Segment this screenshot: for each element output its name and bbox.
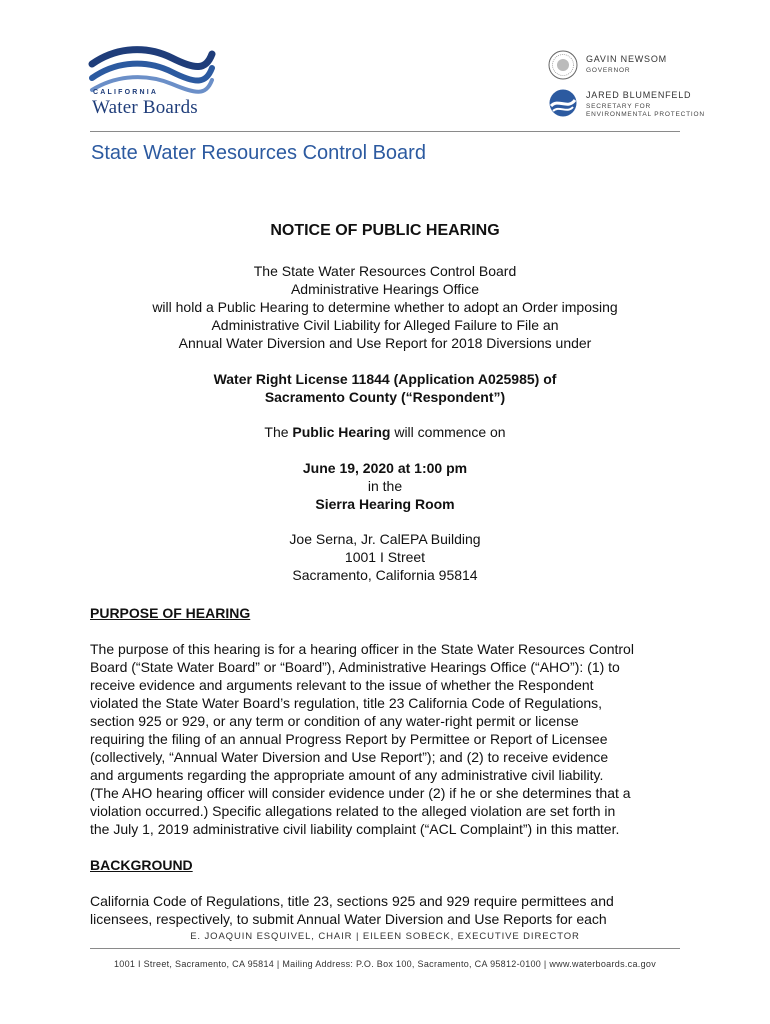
license-block bbox=[90, 370, 680, 406]
background-paragraph bbox=[90, 892, 682, 928]
footer-address: 1001 I Street, Sacramento, CA 95814 | Mailing Address: P.O. Box 100, Sacramento, CA 95812-0100 | www.waterboards.ca.gov bbox=[114, 959, 656, 969]
hearing-room: Sierra Hearing Room bbox=[315, 496, 455, 512]
governor-title: GOVERNOR bbox=[586, 67, 631, 74]
paragraph-line: receive evidence and arguments relevant to the issue of whether the Respondent bbox=[90, 677, 594, 693]
paragraph-line: California Code of Regulations, title 23, sections 925 and 929 require permittees and bbox=[90, 893, 614, 909]
footer-divider bbox=[90, 948, 680, 949]
commence-suffix: will commence on bbox=[390, 424, 506, 440]
secretary-title-line-2: ENVIRONMENTAL PROTECTION bbox=[586, 111, 705, 118]
paragraph-line: requiring the filing of an annual Progress Report by Permittee or Report of Licensee bbox=[90, 731, 608, 747]
address-line: 1001 I Street bbox=[344, 549, 426, 565]
board-name: State Water Resources Control Board bbox=[91, 142, 426, 164]
logo-state-text: CALIFORNIA bbox=[93, 89, 159, 96]
purpose-paragraph bbox=[90, 640, 682, 838]
hearing-address bbox=[90, 530, 680, 584]
paragraph-line: The purpose of this hearing is for a hearing officer in the State Water Resources Control bbox=[90, 641, 634, 657]
paragraph-line: section 925 or 929, or any term or condition of any water-right permit or license bbox=[90, 713, 579, 729]
address-line: Joe Serna, Jr. CalEPA Building bbox=[289, 531, 481, 547]
state-seal-icon bbox=[548, 50, 578, 80]
respondent-line: Sacramento County (“Respondent”) bbox=[264, 389, 506, 405]
paragraph-line: (collectively, “Annual Water Diversion and Use Report”); and (2) to receive evidence bbox=[90, 749, 609, 765]
commence-prefix: The bbox=[264, 424, 293, 440]
secretary-name: JARED BLUMENFELD bbox=[586, 90, 692, 100]
paragraph-line: violation occurred.) Specific allegations related to the alleged violation are set forth in bbox=[90, 803, 616, 819]
hearing-date-time: June 19, 2020 at 1:00 pm bbox=[302, 460, 468, 476]
address-line: Sacramento, California 95814 bbox=[292, 567, 478, 583]
footer-officials: E. JOAQUIN ESQUIVEL, CHAIR | EILEEN SOBECK, EXECUTIVE DIRECTOR bbox=[190, 931, 580, 942]
intro-line: Administrative Civil Liability for Alleged Failure to File an bbox=[211, 317, 559, 333]
intro-line: will hold a Public Hearing to determine whether to adopt an Order imposing bbox=[152, 299, 618, 315]
background-heading: BACKGROUND bbox=[90, 857, 193, 873]
secretary-title-line-1: SECRETARY FOR bbox=[586, 103, 651, 110]
paragraph-line: violated the State Water Board’s regulation, title 23 California Code of Regulations, bbox=[90, 695, 603, 711]
header-divider bbox=[90, 131, 680, 132]
hearing-when-where bbox=[90, 459, 680, 513]
governor-name: GAVIN NEWSOM bbox=[586, 54, 667, 64]
commence-bold: Public Hearing bbox=[292, 424, 391, 440]
notice-intro bbox=[90, 262, 680, 352]
intro-line: Administrative Hearings Office bbox=[290, 281, 480, 297]
paragraph-line: licensees, respectively, to submit Annual Water Diversion and Use Reports for each bbox=[90, 911, 607, 927]
paragraph-line: Board (“State Water Board” or “Board”), Administrative Hearings Office (“AHO”): (1) to bbox=[90, 659, 620, 675]
in-the-text: in the bbox=[367, 478, 403, 494]
commence-line bbox=[90, 423, 680, 441]
logo-name-text: Water Boards bbox=[92, 97, 198, 118]
license-line: Water Right License 11844 (Application A025985) of bbox=[213, 371, 557, 387]
paragraph-line: and arguments regarding the appropriate amount of any administrative civil liability. bbox=[90, 767, 604, 783]
calepa-logo-icon bbox=[548, 88, 578, 118]
intro-line: Annual Water Diversion and Use Report for 2018 Diversions under bbox=[178, 335, 592, 351]
paragraph-line: the July 1, 2019 administrative civil liability complaint (“ACL Complaint”) in this matter. bbox=[90, 821, 620, 837]
purpose-heading: PURPOSE OF HEARING bbox=[90, 605, 251, 621]
paragraph-line: (The AHO hearing officer will consider evidence under (2) if he or she determines that a bbox=[90, 785, 631, 801]
notice-title: NOTICE OF PUBLIC HEARING bbox=[270, 222, 500, 239]
intro-line: The State Water Resources Control Board bbox=[253, 263, 517, 279]
